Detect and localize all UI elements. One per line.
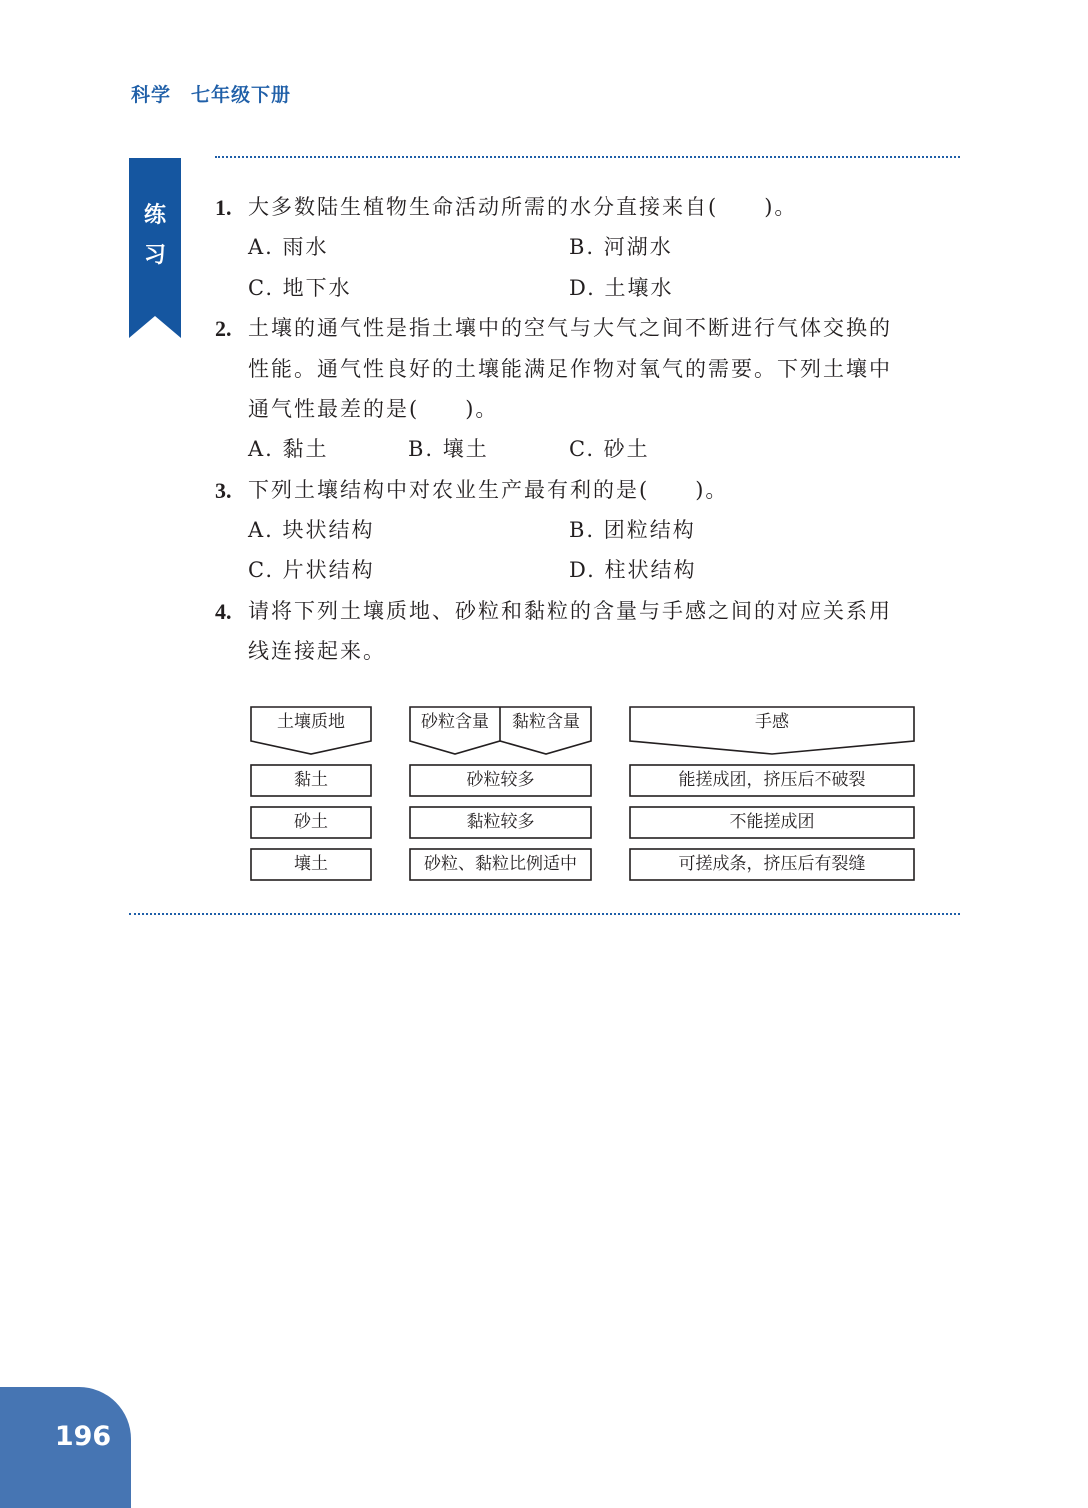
col1-header: 土壤质地 — [277, 712, 345, 732]
col2-header-left: 砂粒含量 — [421, 712, 489, 732]
question-2-line-2: 性能。通气性良好的土壤能满足作物对氧气的需要。下列土壤中 — [248, 357, 892, 381]
col3-item-2: 不能搓成团 — [729, 812, 815, 832]
question-3-text: 下列土壤结构中对农业生产最有利的是( )。 — [248, 478, 729, 502]
question-4-line-1: 请将下列土壤质地、砂粒和黏粒的含量与手感之间的对应关系用 — [248, 599, 892, 623]
question-3-option-b: B. 团粒结构 — [569, 518, 696, 542]
col3-item-3: 可搓成条，挤压后有裂缝 — [678, 854, 866, 874]
col1-item-1: 黏土 — [294, 770, 328, 790]
page-number: 196 — [54, 1421, 112, 1452]
bottom-dotted-divider — [129, 913, 960, 915]
question-2-number: 2. — [215, 316, 232, 341]
question-2-line-3: 通气性最差的是( )。 — [248, 397, 499, 421]
question-1-option-c: C. 地下水 — [248, 276, 352, 300]
col2-item-1: 砂粒较多 — [466, 770, 535, 790]
exercise-ribbon — [129, 158, 181, 338]
question-4-line-2: 线连接起来。 — [248, 639, 386, 663]
col2-item-2: 黏粒较多 — [466, 812, 535, 832]
ribbon-char-1: 练 — [143, 203, 166, 228]
question-1-option-b: B. 河湖水 — [569, 235, 673, 259]
question-2-line-1: 土壤的通气性是指土壤中的空气与大气之间不断进行气体交换的 — [248, 316, 892, 340]
matching-diagram — [250, 706, 916, 886]
question-3-option-d: D. 柱状结构 — [569, 558, 697, 582]
col3-item-1: 能搓成团，挤压后不破裂 — [678, 770, 866, 790]
question-1-option-a: A. 雨水 — [248, 235, 329, 259]
question-3-option-c: C. 片状结构 — [248, 558, 375, 582]
question-1-number: 1. — [215, 195, 232, 220]
question-2-option-a: A. 黏土 — [248, 437, 329, 461]
question-4-number: 4. — [215, 599, 232, 624]
question-1-text: 大多数陆生植物生命活动所需的水分直接来自( )。 — [248, 195, 798, 219]
header-subject: 科学 — [131, 84, 172, 106]
question-2-option-b: B. 壤土 — [408, 437, 489, 461]
col2-item-3: 砂粒、黏粒比例适中 — [424, 854, 577, 874]
col1-item-2: 砂土 — [294, 812, 328, 832]
question-2-option-c: C. 砂土 — [569, 437, 650, 461]
col2-header-right: 黏粒含量 — [512, 712, 580, 732]
top-dotted-divider — [215, 156, 960, 158]
question-3-option-a: A. 块状结构 — [248, 518, 375, 542]
col1-item-3: 壤土 — [294, 854, 328, 874]
ribbon-char-2: 习 — [143, 243, 166, 268]
running-header — [131, 80, 291, 107]
question-3-number: 3. — [215, 478, 232, 503]
col3-header: 手感 — [755, 712, 789, 732]
header-grade: 七年级下册 — [191, 84, 292, 106]
question-1-option-d: D. 土壤水 — [569, 276, 674, 300]
ribbon-label — [129, 196, 181, 276]
